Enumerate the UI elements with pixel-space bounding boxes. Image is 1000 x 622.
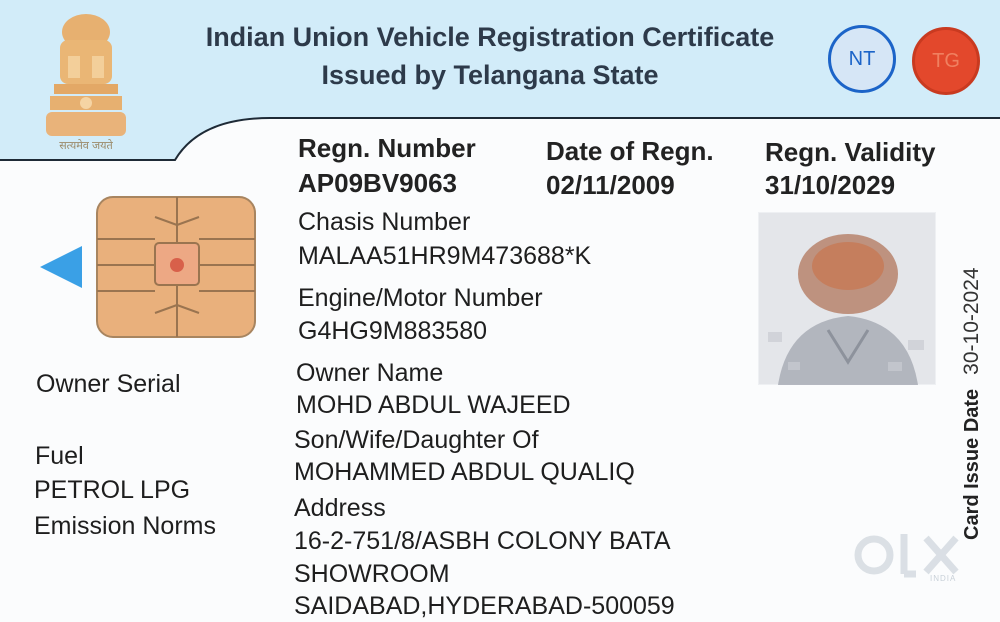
regn-number-label: Regn. Number xyxy=(298,133,476,163)
chassis-value: MALAA51HR9M473688*K xyxy=(298,242,592,270)
engine-label: Engine/Motor Number xyxy=(298,284,543,312)
owner-photo xyxy=(758,212,936,385)
date-of-regn-value: 02/11/2009 xyxy=(546,170,675,200)
relation-value: MOHAMMED ABDUL QUALIQ xyxy=(294,458,635,486)
engine-value: G4HG9M883580 xyxy=(298,317,488,345)
owner-serial-label: Owner Serial xyxy=(36,370,181,398)
owner-name-value: MOHD ABDUL WAJEED xyxy=(296,391,571,419)
regn-validity-label: Regn. Validity xyxy=(765,137,936,167)
nt-badge: NT xyxy=(828,25,896,93)
national-emblem-icon xyxy=(38,10,134,140)
chassis-label: Chasis Number xyxy=(298,208,471,236)
card-issue-date-label: Card Issue Date xyxy=(961,388,983,540)
tg-badge: TG xyxy=(912,27,980,95)
smart-chip-icon xyxy=(95,195,257,339)
title-line-2: Issued by Telangana State xyxy=(321,60,659,90)
fuel-value: PETROL LPG xyxy=(34,476,191,504)
emission-norms-label: Emission Norms xyxy=(34,512,216,540)
title-line-1: Indian Union Vehicle Registration Certificate xyxy=(205,22,775,52)
address-line-1: 16-2-751/8/ASBH COLONY BATA xyxy=(294,527,671,555)
card-title xyxy=(160,18,820,94)
date-of-regn-label: Date of Regn. xyxy=(546,136,714,166)
olx-watermark-region: INDIA xyxy=(930,574,957,583)
owner-name-label: Owner Name xyxy=(296,359,444,387)
regn-number-value: AP09BV9063 xyxy=(298,168,457,198)
card-issue-date xyxy=(960,267,984,540)
address-label: Address xyxy=(294,494,386,522)
regn-validity-value: 31/10/2029 xyxy=(765,170,896,200)
card-insert-arrow-icon xyxy=(40,246,82,288)
relation-label: Son/Wife/Daughter Of xyxy=(294,426,539,454)
emblem-motto: सत्यमेव जयते xyxy=(59,140,113,152)
address-line-3: SAIDABAD,HYDERABAD-500059 xyxy=(294,592,675,620)
card-issue-date-value: 30-10-2024 xyxy=(960,267,983,375)
fuel-label: Fuel xyxy=(35,442,84,470)
address-line-2: SHOWROOM xyxy=(294,560,450,588)
